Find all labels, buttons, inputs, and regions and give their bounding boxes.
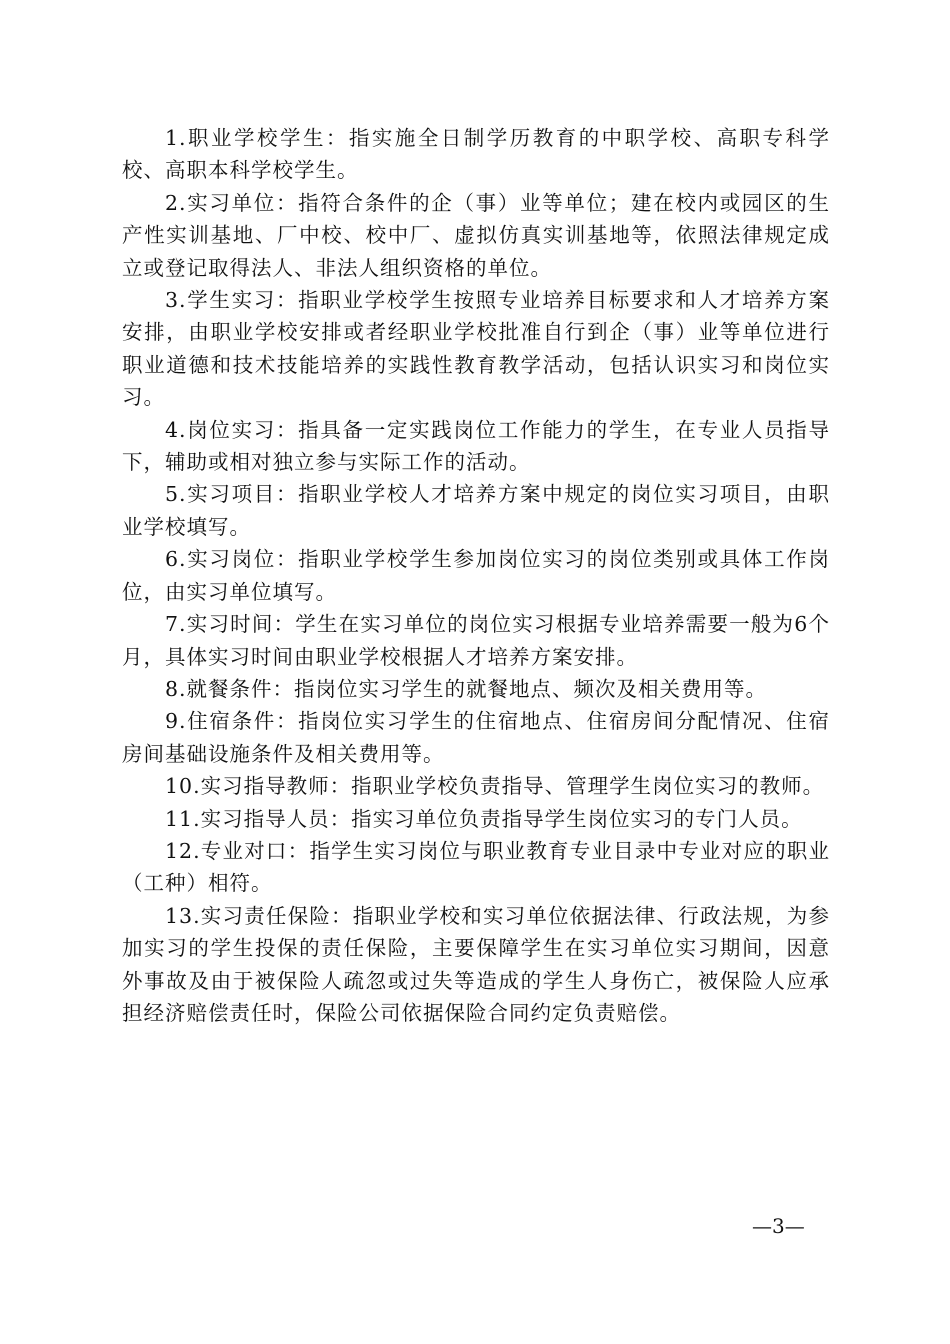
definition-paragraph-12: 12.专业对口：指学生实习岗位与职业教育专业目录中专业对应的职业（工种）相符。 xyxy=(122,838,830,896)
definition-paragraph-6: 6.实习岗位：指职业学校学生参加岗位实习的岗位类别或具体工作岗位，由实习单位填写。 xyxy=(122,547,830,604)
page-number: —3— xyxy=(752,1214,805,1238)
definition-paragraph-4: 4.岗位实习：指具备一定实践岗位工作能力的学生，在专业人员指导下，辅助或相对独立参与实际工作的活动。 xyxy=(122,417,830,475)
definitions-list xyxy=(122,122,830,1029)
definition-paragraph-8: 8.就餐条件：指岗位实习学生的就餐地点、频次及相关费用等。 xyxy=(165,676,768,701)
definition-paragraph-2: 2.实习单位：指符合条件的企（事）业等单位；建在校内或园区的生产性实训基地、厂中校、校中厂、虚拟仿真实训基地等，依照法律规定成立或登记取得法人、非法人组织资格的单位。 xyxy=(122,190,830,280)
definition-paragraph-10: 10.实习指导教师：指职业学校负责指导、管理学生岗位实习的教师。 xyxy=(165,774,825,799)
definition-paragraph-1: 1.职业学校学生：指实施全日制学历教育的中职学校、高职专科学校、高职本科学校学生。 xyxy=(122,126,830,183)
definition-paragraph-11: 11.实习指导人员：指实习单位负责指导学生岗位实习的专门人员。 xyxy=(165,806,803,831)
definition-paragraph-3: 3.学生实习：指职业学校学生按照专业培养目标要求和人才培养方案安排，由职业学校安排或者经职业学校批准自行到企（事）业等单位进行职业道德和技术技能培养的实践性教育教学活动，包括认识实习和岗位实习。 xyxy=(122,288,830,410)
definition-paragraph-9: 9.住宿条件：指岗位实习学生的住宿地点、住宿房间分配情况、住宿房间基础设施条件及相关费用等。 xyxy=(122,709,830,766)
definition-paragraph-13: 13.实习责任保险：指职业学校和实习单位依据法律、行政法规，为参加实习的学生投保的责任保险，主要保障学生在实习单位实习期间，因意外事故及由于被保险人疏忽或过失等造成的学生人身伤亡，被保险人应承担经济赔偿责任时，保险公司依据保险合同约定负责赔偿。 xyxy=(122,903,830,1025)
definition-paragraph-7: 7.实习时间：学生在实习单位的岗位实习根据专业培养需要一般为6个月，具体实习时间由职业学校根据人才培养方案安排。 xyxy=(122,612,830,669)
definition-paragraph-5: 5.实习项目：指职业学校人才培养方案中规定的岗位实习项目，由职业学校填写。 xyxy=(122,482,830,539)
